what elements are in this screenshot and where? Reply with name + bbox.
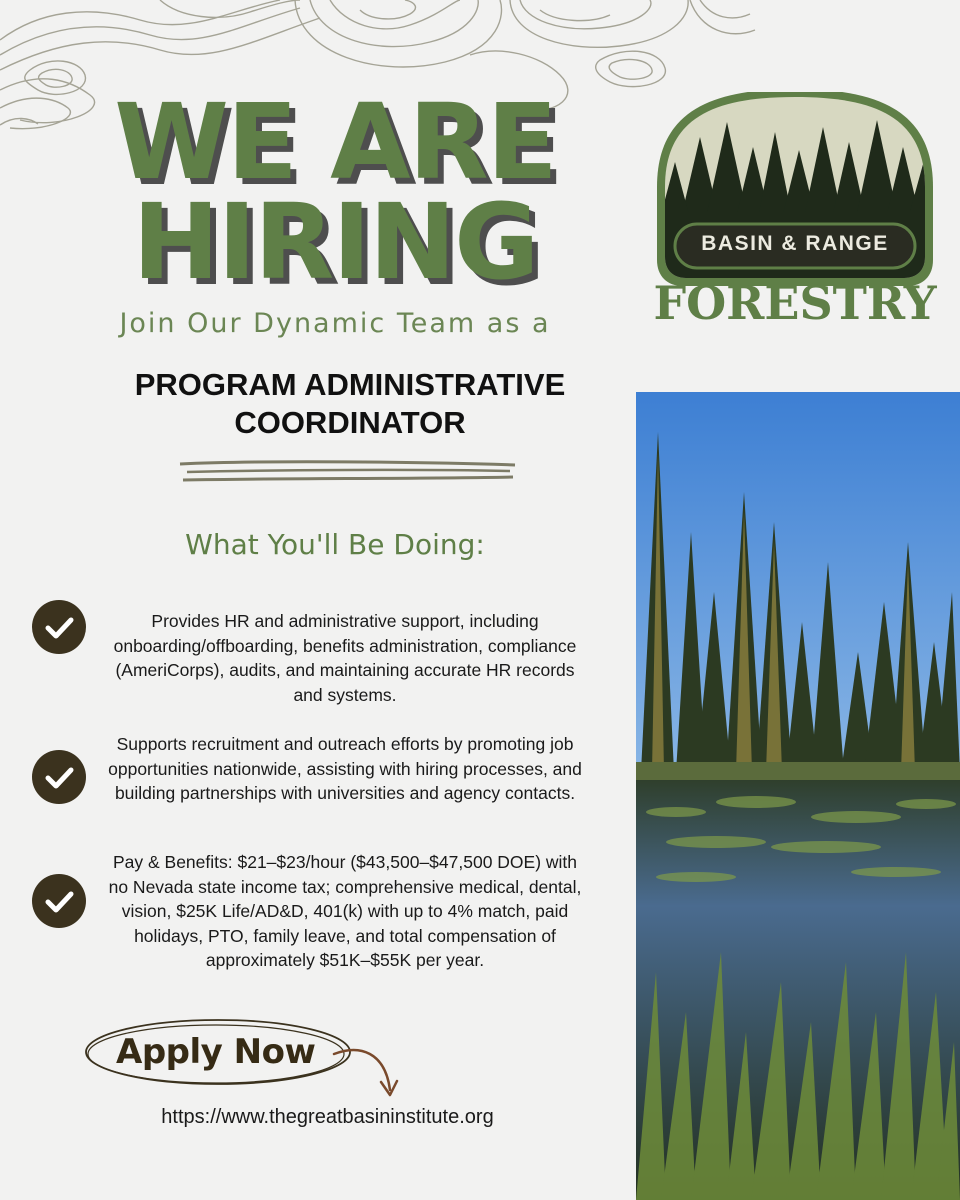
apply-now-button[interactable]: Apply Now	[116, 1032, 316, 1072]
headline-hiring: HIRING	[132, 181, 538, 303]
divider-lines	[175, 456, 520, 486]
job-title-line-2: COORDINATOR	[234, 405, 466, 440]
curved-arrow-icon	[330, 1040, 410, 1105]
forest-lake-photo	[636, 392, 960, 1200]
bullet-text: Supports recruitment and outreach efforts by promoting job opportunities nationwide, assisting with hiring processes, and building partnerships with universities and agency contacts.	[108, 734, 582, 803]
job-title	[0, 366, 700, 442]
check-circle-icon	[32, 750, 86, 804]
bullet-text: Provides HR and administrative support, including onboarding/offboarding, benefits administration, compliance (AmeriCorps), audits, and maintaining accurate HR records and systems.	[113, 611, 577, 705]
check-circle-icon	[32, 600, 86, 654]
check-circle-icon	[32, 874, 86, 928]
headline-we-are: WE ARE	[114, 81, 556, 203]
job-title-line-1: PROGRAM ADMINISTRATIVE	[134, 367, 566, 402]
subtitle: Join Our Dynamic Team as a	[119, 308, 551, 339]
logo-band-text: BASIN & RANGE	[701, 232, 889, 255]
logo-wordmark: FORESTRY	[653, 276, 937, 330]
section-title: What You'll Be Doing:	[185, 528, 485, 561]
website-link[interactable]: https://www.thegreatbasininstitute.org	[161, 1106, 494, 1128]
bullet-text: Pay & Benefits: $21–$23/hour ($43,500–$47,500 DOE) with no Nevada state income tax; comprehensive medical, dental, vision, $25K Life/AD&D, 401(k) with up to 4% match, paid holidays, PTO, family leave, and total compensation of approximately $51K–$55K per year.	[108, 852, 582, 970]
